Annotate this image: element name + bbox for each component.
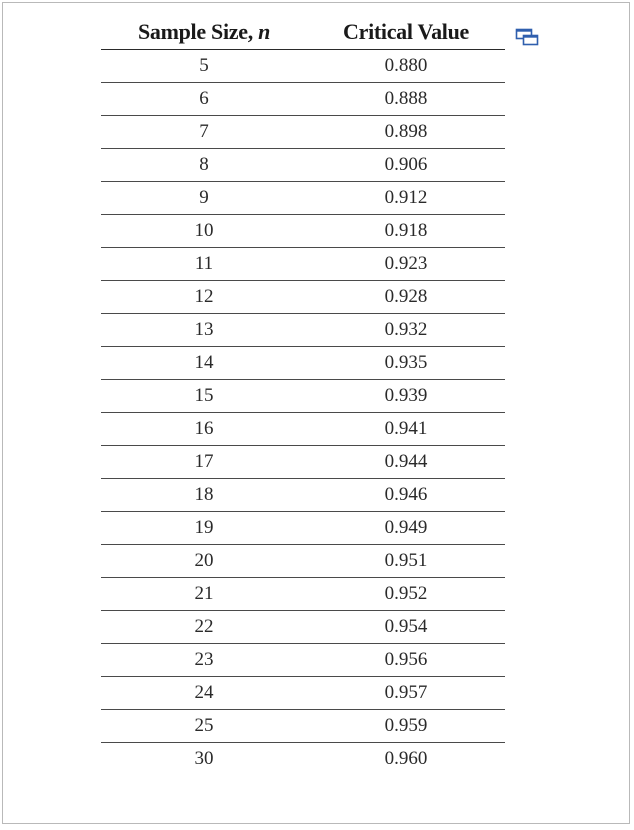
expand-window-icon-graphic: [515, 27, 539, 47]
table-row: [101, 446, 505, 479]
cell-sample-size: 7: [101, 116, 307, 149]
cell-critical-value: 0.906: [307, 149, 505, 182]
table-row: [101, 314, 505, 347]
cell-sample-size: 9: [101, 182, 307, 215]
cell-sample-size: 6: [101, 83, 307, 116]
table-row: [101, 149, 505, 182]
cell-sample-size: 23: [101, 644, 307, 677]
table-row: [101, 347, 505, 380]
cell-critical-value: 0.957: [307, 677, 505, 710]
cell-sample-size: 13: [101, 314, 307, 347]
cell-critical-value: 0.880: [307, 50, 505, 83]
cell-sample-size: 22: [101, 611, 307, 644]
table-row: [101, 578, 505, 611]
table-row: [101, 611, 505, 644]
cell-critical-value: 0.949: [307, 512, 505, 545]
table-row: [101, 710, 505, 743]
cell-sample-size: 16: [101, 413, 307, 446]
table-row: [101, 50, 505, 83]
cell-critical-value: 0.898: [307, 116, 505, 149]
header-sample-size-label: Sample Size,: [137, 19, 253, 44]
cell-critical-value: 0.888: [307, 83, 505, 116]
cell-critical-value: 0.959: [307, 710, 505, 743]
cell-sample-size: 19: [101, 512, 307, 545]
cell-critical-value: 0.954: [307, 611, 505, 644]
cell-critical-value: 0.923: [307, 248, 505, 281]
cell-critical-value: 0.939: [307, 380, 505, 413]
cell-sample-size: 25: [101, 710, 307, 743]
table-row: [101, 116, 505, 149]
header-sample-size: [101, 15, 307, 50]
table-header-row: [101, 15, 505, 50]
expand-window-icon[interactable]: [515, 27, 539, 47]
cell-critical-value: 0.928: [307, 281, 505, 314]
cell-critical-value: 0.956: [307, 644, 505, 677]
critical-values-table-wrapper: [101, 15, 505, 775]
cell-critical-value: 0.932: [307, 314, 505, 347]
cell-sample-size: 18: [101, 479, 307, 512]
cell-critical-value: 0.912: [307, 182, 505, 215]
cell-sample-size: 12: [101, 281, 307, 314]
cell-sample-size: 11: [101, 248, 307, 281]
table-row: [101, 182, 505, 215]
cell-sample-size: 5: [101, 50, 307, 83]
cell-critical-value: 0.952: [307, 578, 505, 611]
table-row: [101, 479, 505, 512]
table-row: [101, 413, 505, 446]
table-row: [101, 512, 505, 545]
table-row: [101, 215, 505, 248]
cell-critical-value: 0.941: [307, 413, 505, 446]
table-row: [101, 743, 505, 776]
table-row: [101, 644, 505, 677]
table-row: [101, 380, 505, 413]
cell-sample-size: 20: [101, 545, 307, 578]
cell-critical-value: 0.946: [307, 479, 505, 512]
cell-critical-value: 0.935: [307, 347, 505, 380]
table-row: [101, 545, 505, 578]
header-sample-size-variable: n: [258, 19, 271, 44]
table-row: [101, 677, 505, 710]
table-row: [101, 83, 505, 116]
cell-sample-size: 21: [101, 578, 307, 611]
cell-sample-size: 24: [101, 677, 307, 710]
cell-sample-size: 30: [194, 748, 214, 769]
cell-sample-size: 8: [101, 149, 307, 182]
cell-critical-value: 0.960: [384, 748, 428, 769]
cell-sample-size: 15: [101, 380, 307, 413]
cell-sample-size: 17: [101, 446, 307, 479]
cell-critical-value: 0.918: [307, 215, 505, 248]
critical-values-table: [101, 15, 505, 775]
cell-critical-value: 0.944: [307, 446, 505, 479]
table-row: [101, 281, 505, 314]
cell-sample-size: 10: [101, 215, 307, 248]
cell-critical-value: 0.951: [307, 545, 505, 578]
table-row: [101, 248, 505, 281]
cell-sample-size: 14: [101, 347, 307, 380]
header-critical-value: Critical Value: [307, 15, 505, 50]
content-frame: [2, 2, 630, 824]
